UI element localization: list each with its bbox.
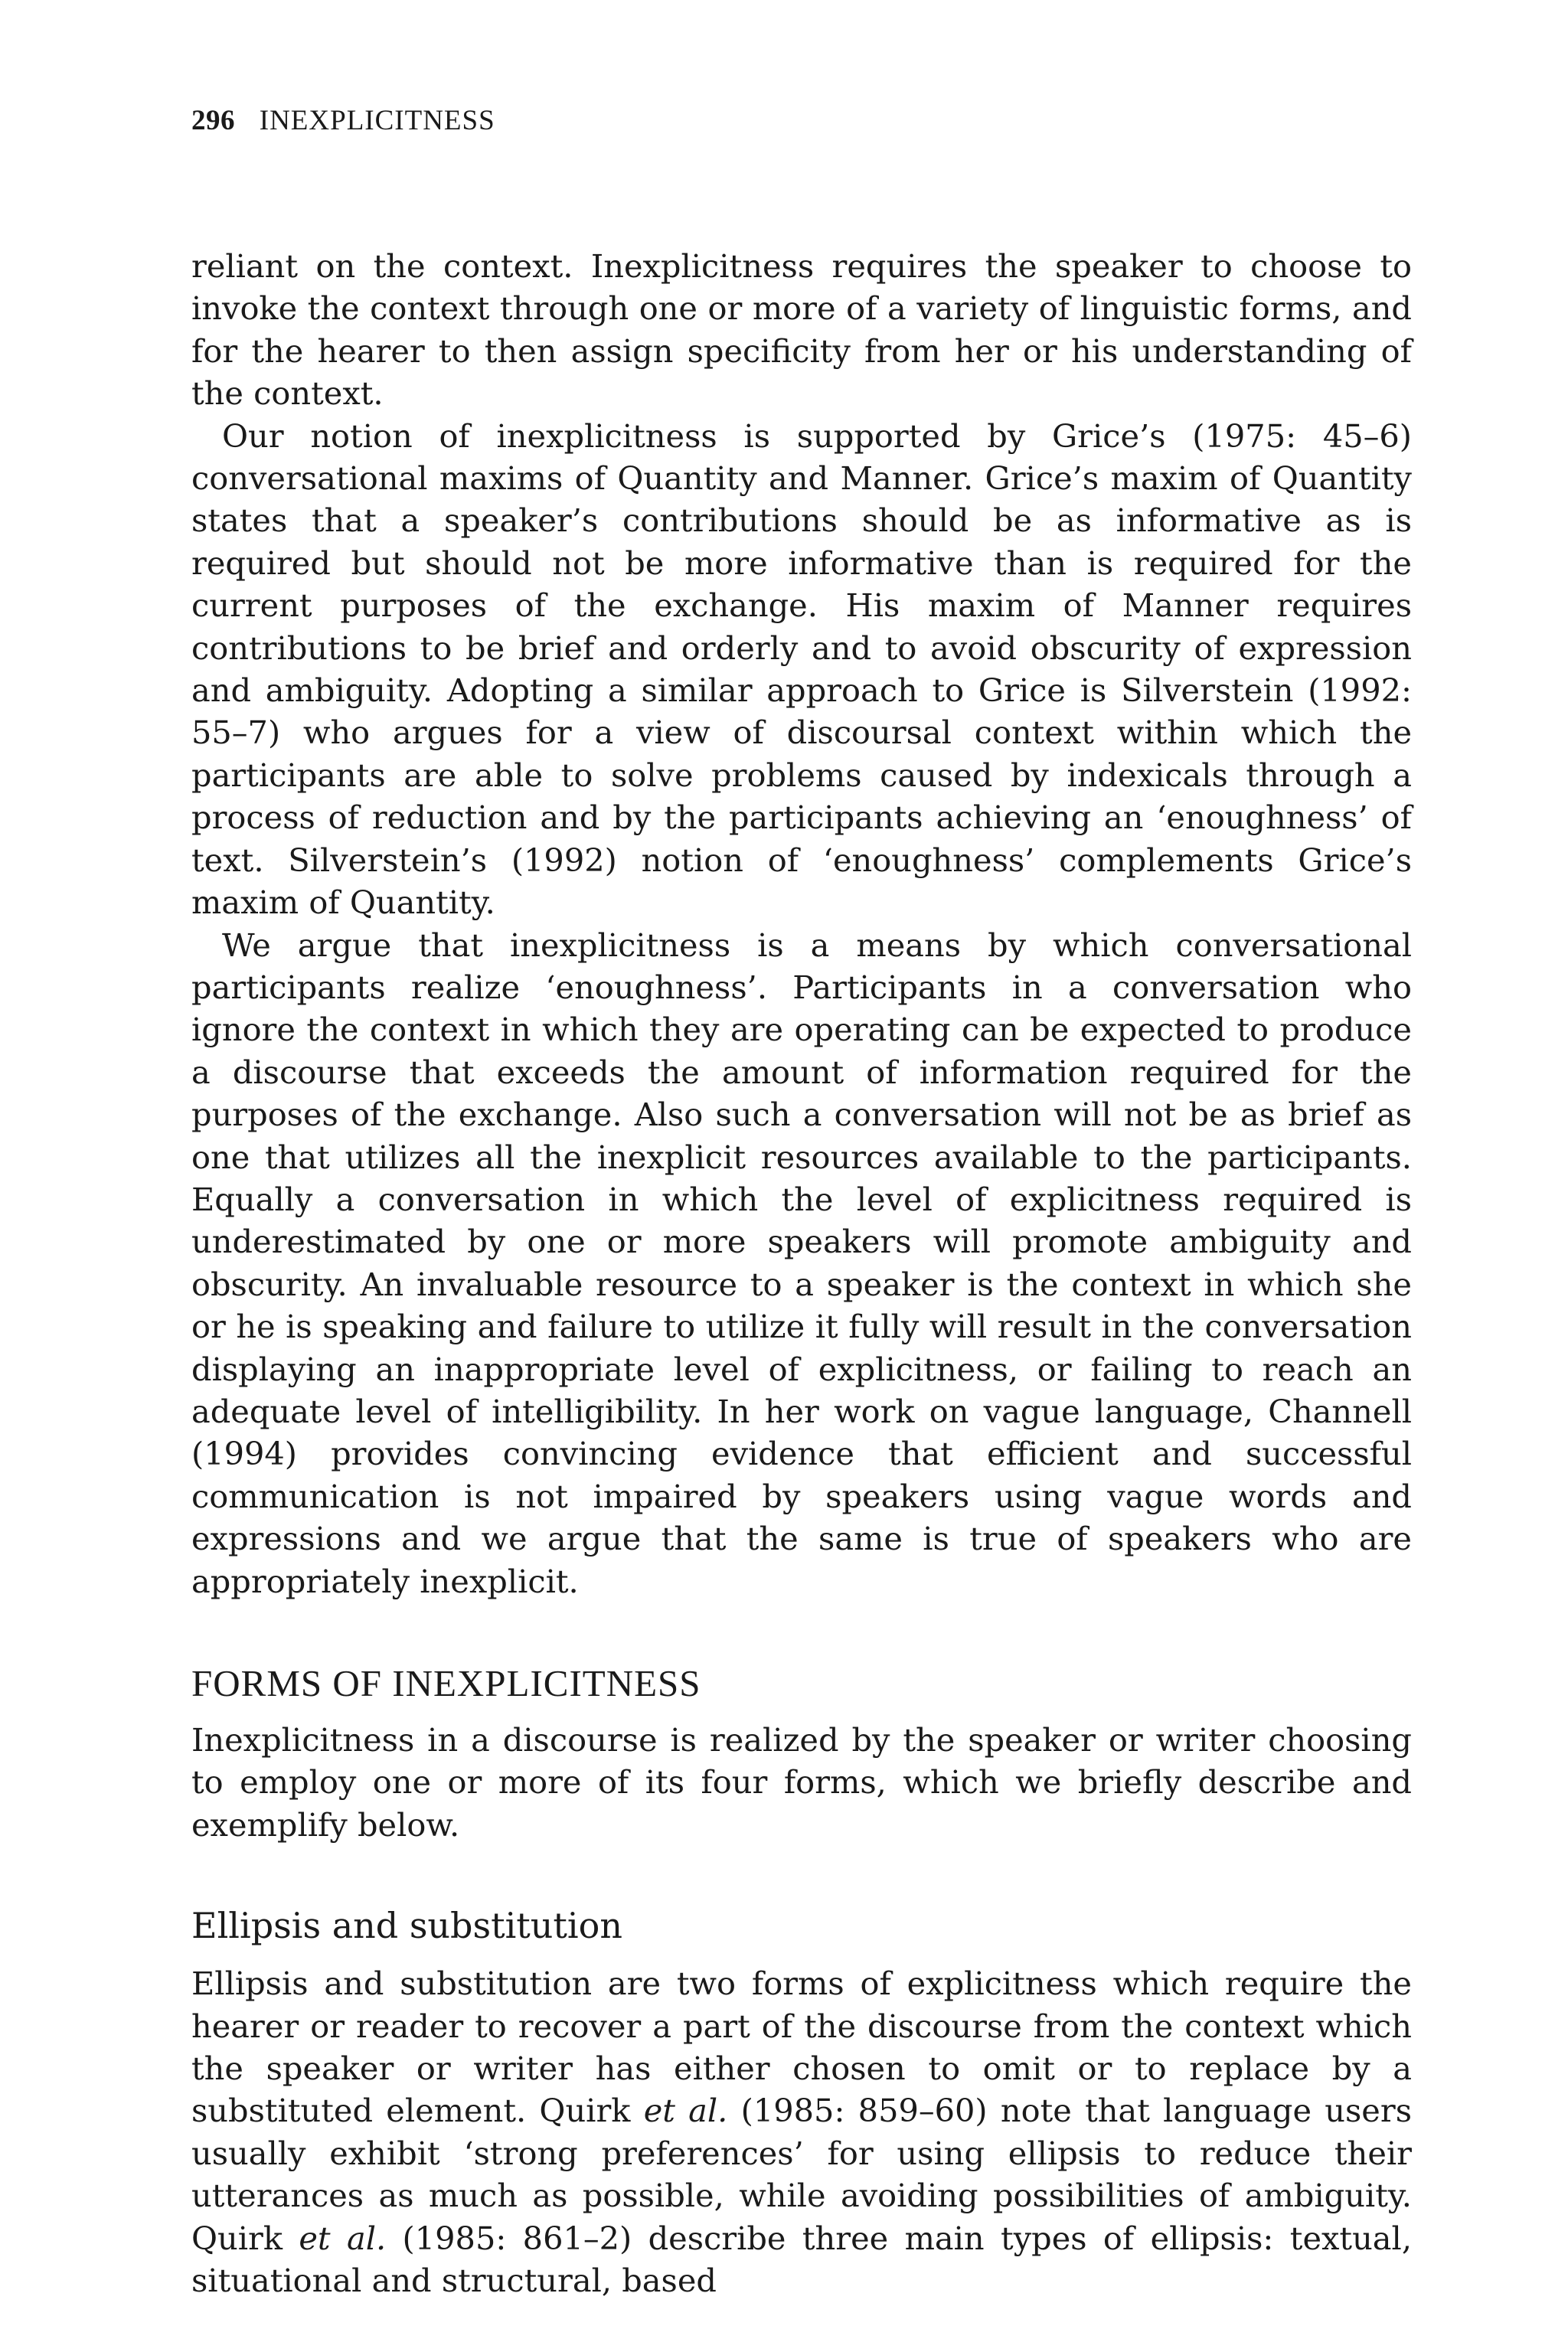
page-number: 296 — [191, 105, 235, 136]
body-text — [191, 245, 1412, 2301]
paragraph-forms: Inexplicitness in a discourse is realized by the speaker or writer choosing to employ one or more of its four forms, which we briefly describe and exemplify below. — [191, 1721, 1412, 1844]
subsection-heading-ellipsis: Ellipsis and substitution — [191, 1905, 622, 1947]
text-run: (1985: 861–2) describe three main types of ellipsis: textual, situational and structural, based — [191, 2219, 1413, 2300]
text-run: Ellipsis and substitution are two forms of explicitness which require the hearer or reader to recover a part of the discourse from the context which the speaker or writer has either chosen to omit or to replace by a substituted element. Quirk — [191, 1965, 1412, 2130]
italic-et-al: et al. — [299, 2219, 387, 2257]
book-page — [191, 90, 1412, 2301]
text-run: (1985: 859–60) note that language users usually exhibit ‘strong preferences’ for using ellipsis to reduce their utterances as much as possible, while avoiding possibilities of ambiguity. Quirk — [191, 2092, 1413, 2257]
running-head-title: INEXPLICITNESS — [259, 105, 495, 136]
running-head — [191, 90, 1412, 152]
paragraph-enoughness: We argue that inexplicitness is a means by which conversational participants realize ‘enoughness’. Participants in a conversation who ignore the context in which they are operating can be expected to produce a discourse that exceeds the amount of information required for the purposes of the exchange. Also such a conversation will not be as brief as one that utilizes all the inexplicit resources available to the participants. Equally a conversation in which the level of explicitness required is underestimated by one or more speakers will promote ambiguity and obscurity. An invaluable resource to a speaker is the context in which she or he is speaking and failure to utilize it fully will result in the conversation displaying an inappropriate level of explicitness, or failing to reach an adequate level of intelligibility. In her work on vague language, Channell (1994) provides convincing evidence that efficient and successful communication is not impaired by speakers using vague words and expressions and we argue that the same is true of speakers who are appropriately inexplicit. — [191, 926, 1412, 1600]
paragraph-grice: Our notion of inexplicitness is supported by Grice’s (1975: 45–6) conversational maxims of Quantity and Manner. Grice’s maxim of Quantity states that a speaker’s contributions should be as informative as is required but should not be more informative than is required for the current purposes of the exchange. His maxim of Manner requires contributions to be brief and orderly and to avoid obscurity of expression and ambiguity. Adopting a similar approach to Grice is Silverstein (1992: 55–7) who argues for a view of discoursal context within which the participants are able to solve problems caused by indexicals through a process of reduction and by the participants achieving an ‘enoughness’ of text. Silverstein’s (1992) notion of ‘enoughness’ complements Grice’s maxim of Quantity. — [191, 416, 1412, 922]
paragraph-continued: reliant on the context. Inexplicitness requires the speaker to choose to invoke the context through one or more of a variety of linguistic forms, and for the hearer to then assign specificity from her or his understanding of the context. — [191, 247, 1412, 413]
section-heading-forms: FORMS OF INEXPLICITNESS — [191, 1662, 701, 1704]
italic-et-al: et al. — [643, 2092, 728, 2130]
paragraph-ellipsis — [191, 1962, 1412, 2301]
